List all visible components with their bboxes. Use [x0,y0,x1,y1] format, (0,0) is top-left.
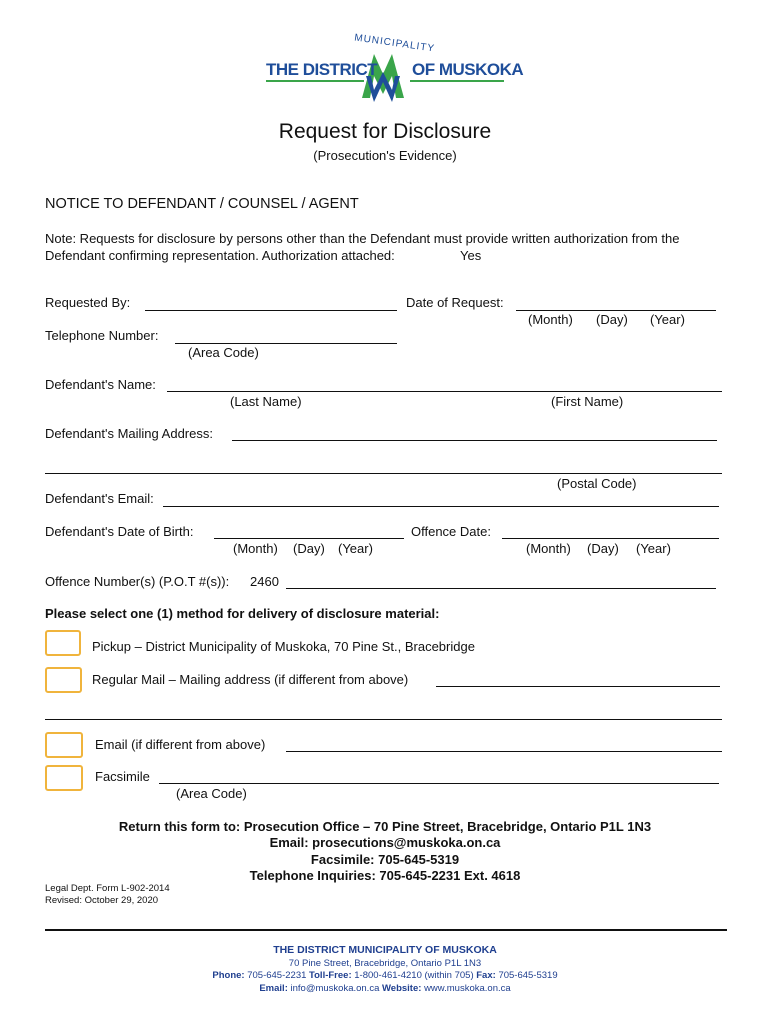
date-of-request-label: Date of Request: [406,295,504,310]
footer-fax: 705-645-5319 [498,970,558,981]
mailing-address-field-2[interactable] [45,473,722,474]
email-delivery-label: Email (if different from above) [95,737,266,752]
defendant-name-label: Defendant's Name: [45,377,156,392]
offence-date-field[interactable] [502,538,719,539]
dob-day-caption: (Day) [293,541,325,556]
dob-month-caption: (Month) [233,541,278,556]
logo-municipality: MUNICIPALITY [353,32,436,55]
offence-month-caption: (Month) [526,541,571,556]
delivery-heading: Please select one (1) method for delivery of disclosure material: [45,606,440,621]
footer-tollfree-label: Toll-Free: [309,970,352,981]
regular-mail-field-2[interactable] [45,719,722,720]
return-line-2: Email: prosecutions@muskoka.on.ca [269,835,501,850]
offence-day-caption: (Day) [587,541,619,556]
email-checkbox[interactable] [45,732,83,758]
note-line-1: Note: Requests for disclosure by persons other than the Defendant must provide written authorization from the [45,231,680,246]
offence-numbers-value[interactable]: 2460 [250,574,279,589]
dob-label: Defendant's Date of Birth: [45,524,194,539]
logo-the-district: THE DISTRICT [266,60,378,79]
postal-code-caption: (Postal Code) [557,476,637,491]
page-title: Request for Disclosure [278,120,492,143]
footer-fax-label: Fax: [476,970,496,981]
defendant-name-field[interactable] [167,391,722,392]
logo-underline [266,80,364,82]
footer-contact-line [0,970,770,981]
facsimile-checkbox[interactable] [45,765,83,791]
footer-email-link[interactable]: info@muskoka.on.ca [290,983,380,994]
footer-website-label: Website: [382,983,422,994]
telephone-area-code-caption: (Area Code) [188,345,259,360]
return-line-1: Return this form to: Prosecution Office – 70 Pine Street, Bracebridge, Ontario P1L 1N3 [118,819,652,834]
telephone-field[interactable] [175,343,397,344]
footer-phone: 705-645-2231 [247,970,307,981]
requested-by-label: Requested By: [45,295,131,310]
logo-of-muskoka: OF MUSKOKA [412,60,524,79]
regular-mail-label: Regular Mail – Mailing address (if different from above) [92,672,409,687]
footer-divider [45,929,727,931]
footer-tollfree: 1-800-461-4210 (within 705) [354,970,474,981]
return-line-4: Telephone Inquiries: 705-645-2231 Ext. 4618 [249,868,521,883]
regular-mail-field[interactable] [436,686,720,687]
return-line-3: Facsimile: 705-645-5319 [310,852,460,867]
email-delivery-field[interactable] [286,751,722,752]
form-number: Legal Dept. Form L-902-2014 [45,883,170,894]
logo-underline [410,80,504,82]
requested-by-field[interactable] [145,310,397,311]
facsimile-area-code-caption: (Area Code) [176,786,247,801]
date-of-request-field[interactable] [516,310,716,311]
defendant-email-label: Defendant's Email: [45,491,154,506]
regular-mail-checkbox[interactable] [45,667,82,693]
offence-date-label: Offence Date: [411,524,491,539]
dob-field[interactable] [214,538,404,539]
request-year-caption: (Year) [650,312,685,327]
facsimile-field[interactable] [159,783,719,784]
defendant-email-field[interactable] [163,506,719,507]
notice-heading: NOTICE TO DEFENDANT / COUNSEL / AGENT [45,196,359,212]
page-subtitle: (Prosecution's Evidence) [313,148,457,163]
footer-phone-label: Phone: [212,970,245,981]
offence-numbers-field[interactable] [286,588,716,589]
logo [262,32,524,108]
facsimile-label: Facsimile [95,769,150,784]
note-line-2: Defendant confirming representation. Authorization attached: [45,248,395,263]
footer-web-line [0,983,770,994]
last-name-caption: (Last Name) [230,394,302,409]
footer-org: THE DISTRICT MUNICIPALITY OF MUSKOKA [273,944,497,956]
offence-year-caption: (Year) [636,541,671,556]
first-name-caption: (First Name) [551,394,624,409]
footer-email-label: Email: [259,983,288,994]
footer-website-link[interactable]: www.muskoka.on.ca [424,983,511,994]
authorization-yes[interactable]: Yes [460,248,482,263]
request-month-caption: (Month) [528,312,573,327]
footer-address: 70 Pine Street, Bracebridge, Ontario P1L 1N3 [288,958,482,969]
telephone-label: Telephone Number: [45,328,159,343]
pickup-checkbox[interactable] [45,630,81,656]
pickup-label: Pickup – District Municipality of Muskoka, 70 Pine St., Bracebridge [92,639,475,654]
form-revised: Revised: October 29, 2020 [45,895,159,906]
mailing-address-field[interactable] [232,440,717,441]
request-day-caption: (Day) [596,312,628,327]
dob-year-caption: (Year) [338,541,373,556]
offence-numbers-label: Offence Number(s) (P.O.T #(s)): [45,574,230,589]
mailing-address-label: Defendant's Mailing Address: [45,426,213,441]
